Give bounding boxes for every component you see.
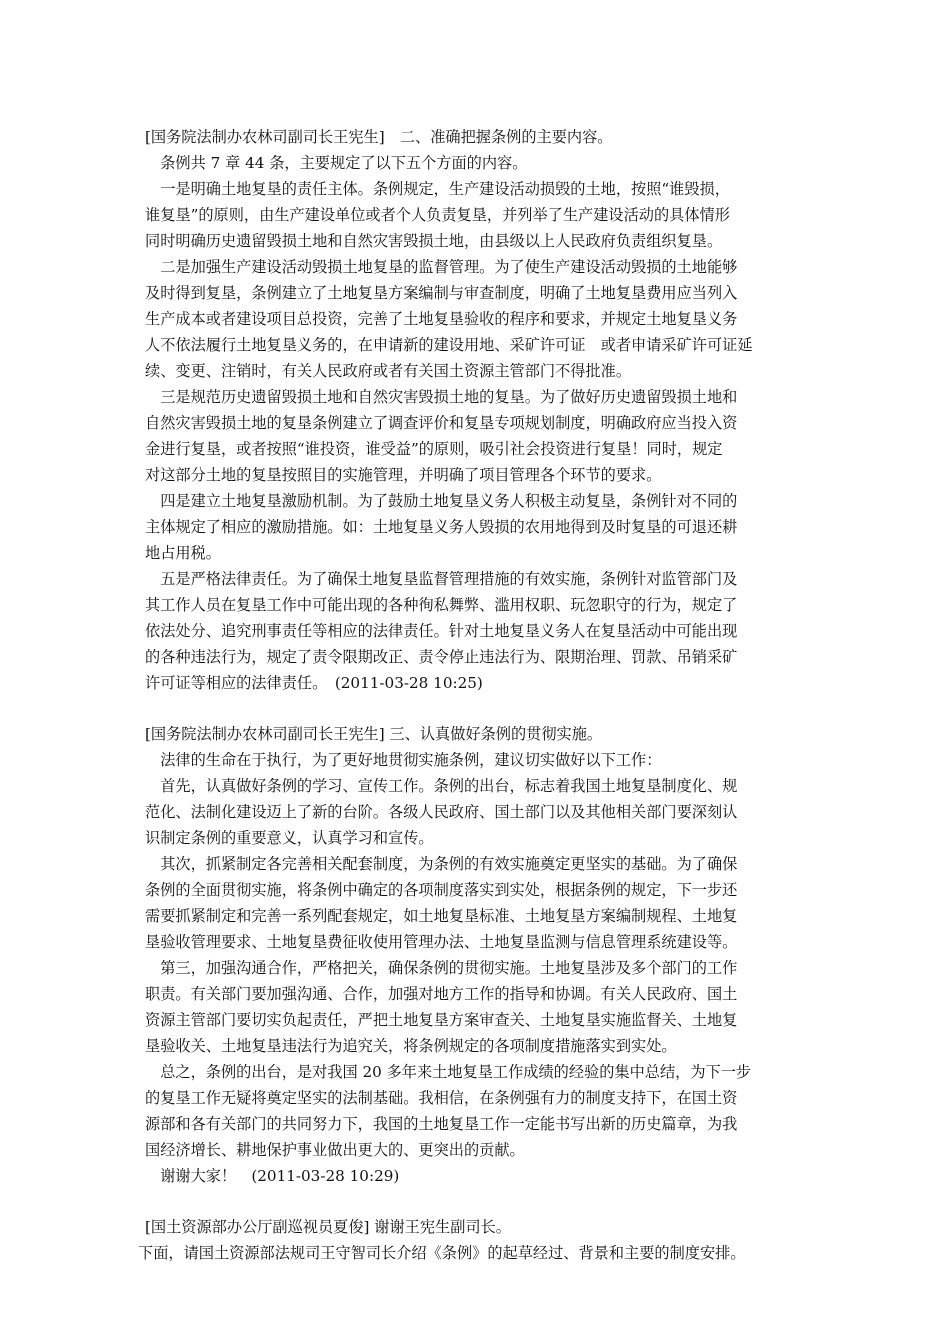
speaker-heading: [国务院法制办农林司副司长王宪生] 三、认真做好条例的贯彻实施。 [145, 725, 603, 743]
paragraph-line: 垦验收管理要求、土地复垦费征收使用管理办法、土地复垦监测与信息管理系统建设等。 [145, 933, 738, 951]
paragraph-line: 其次，抓紧制定各完善相关配套制度，为条例的有效实施奠定更坚实的基础。为了确保 [145, 855, 738, 873]
paragraph-line: 需要抓紧制定和完善一系列配套规定，如土地复垦标准、土地复垦方案编制规程、土地复 [145, 907, 738, 925]
section-1 [145, 124, 809, 696]
speaker-heading: [国务院法制办农林司副司长王宪生] 二、准确把握条例的主要内容。 [145, 128, 613, 146]
paragraph-line: 下面，请国土资源部法规司王守智司长介绍《条例》的起草经过、背景和主要的制度安排。 [138, 1244, 746, 1262]
section-gap [145, 1189, 809, 1214]
paragraph-line: 五是严格法律责任。为了确保土地复垦监督管理措施的有效实施，条例针对监管部门及 [145, 570, 738, 588]
section-2 [145, 721, 809, 1189]
paragraph-line: 第三，加强沟通合作，严格把关，确保条例的贯彻实施。土地复垦涉及多个部门的工作 [145, 959, 738, 977]
paragraph-line: 总之，条例的出台，是对我国 20 多年来土地复垦工作成绩的经验的集中总结，为下一步 [145, 1063, 752, 1081]
paragraph-line: 金进行复垦，或者按照“谁投资，谁受益”的原则，吸引社会投资进行复垦！同时，规定 [145, 440, 723, 458]
paragraph-line: 同时明确历史遗留毁损土地和自然灾害毁损土地，由县级以上人民政府负责组织复垦。 [145, 232, 723, 250]
paragraph-line: 识制定条例的重要意义，认真学习和宣传。 [145, 829, 434, 847]
paragraph-line: 资源主管部门要切实负起责任，严把土地复垦方案审查关、土地复垦实施监督关、土地复 [145, 1011, 738, 1029]
paragraph-line: 一是明确土地复垦的责任主体。条例规定，生产建设活动损毁的土地，按照“谁毁损， [145, 180, 730, 198]
paragraph-line: 生产成本或者建设项目总投资，完善了土地复垦验收的程序和要求，并规定土地复垦义务 [145, 310, 738, 328]
paragraph-line: 垦验收关、土地复垦违法行为追究关，将条例规定的各项制度措施落实到实处。 [145, 1037, 677, 1055]
paragraph-line: 续、变更、注销时，有关人民政府或者有关国土资源主管部门不得批准。 [145, 362, 631, 380]
speaker-heading: [国土资源部办公厅副巡视员夏俊] 谢谢王宪生副司长。 [145, 1218, 511, 1236]
paragraph-line: 三是规范历史遗留毁损土地和自然灾害毁损土地的复垦。为了做好历史遗留毁损土地和 [145, 388, 738, 406]
paragraph-line: 首先，认真做好条例的学习、宣传工作。条例的出台，标志着我国土地复垦制度化、规 [145, 777, 738, 795]
paragraph-line: 二是加强生产建设活动毁损土地复垦的监督管理。为了使生产建设活动毁损的土地能够 [145, 258, 738, 276]
paragraph-line: 范化、法制化建设迈上了新的台阶。各级人民政府、国土部门以及其他相关部门要深刻认 [145, 803, 738, 821]
paragraph-line: 四是建立土地复垦激励机制。为了鼓励土地复垦义务人积极主动复垦，条例针对不同的 [145, 492, 738, 510]
paragraph-line: 其工作人员在复垦工作中可能出现的各种徇私舞弊、滥用权职、玩忽职守的行为，规定了 [145, 596, 738, 614]
paragraph-line: 的各种违法行为，规定了责令限期改正、责令停止违法行为、限期治理、罚款、吊销采矿 [145, 648, 738, 666]
paragraph-line: 自然灾害毁损土地的复垦条例建立了调查评价和复垦专项规划制度，明确政府应当投入资 [145, 414, 738, 432]
paragraph-line: 源部和各有关部门的共同努力下，我国的土地复垦工作一定能书写出新的历史篇章，为我 [145, 1115, 738, 1133]
paragraph-line: 及时得到复垦，条例建立了土地复垦方案编制与审查制度，明确了土地复垦费用应当列入 [145, 284, 738, 302]
paragraph-line: 地占用税。 [145, 544, 221, 562]
paragraph-line: 的复垦工作无疑将奠定坚实的法制基础。我相信，在条例强有力的制度支持下，在国土资 [145, 1089, 738, 1107]
paragraph-line: 对这部分土地的复垦按照目的实施管理，并明确了项目管理各个环节的要求。 [145, 466, 662, 484]
paragraph-line: 条例的全面贯彻实施，将条例中确定的各项制度落实到实处，根据条例的规定，下一步还 [145, 881, 738, 899]
paragraph-line: 人不依法履行土地复垦义务的，在申请新的建设用地、采矿许可证 或者申请采矿许可证延 [145, 336, 753, 354]
section-3 [138, 1214, 809, 1266]
paragraph-line-with-timestamp: 许可证等相应的法律责任。 (2011-03-28 10:25) [145, 674, 483, 692]
paragraph-line: 法律的生命在于执行，为了更好地贯彻实施条例，建议切实做好以下工作： [145, 751, 662, 769]
paragraph-line: 条例共 7 章 44 条，主要规定了以下五个方面的内容。 [145, 154, 528, 172]
paragraph-line: 主体规定了相应的激励措施。如：土地复垦义务人毁损的农用地得到及时复垦的可退还耕 [145, 518, 738, 536]
paragraph-line: 职责。有关部门要加强沟通、合作，加强对地方工作的指导和协调。有关人民政府、国土 [145, 985, 738, 1003]
paragraph-line: 国经济增长、耕地保护事业做出更大的、更突出的贡献。 [145, 1141, 525, 1159]
paragraph-line-with-timestamp: 谢谢大家！ (2011-03-28 10:29) [145, 1167, 400, 1185]
paragraph-line: 依法处分、追究刑事责任等相应的法律责任。针对土地复垦义务人在复垦活动中可能出现 [145, 622, 738, 640]
section-gap [145, 696, 809, 721]
document-page [138, 124, 809, 1266]
paragraph-line: 谁复垦”的原则，由生产建设单位或者个人负责复垦，并列举了生产建设活动的具体情形 [145, 206, 730, 224]
